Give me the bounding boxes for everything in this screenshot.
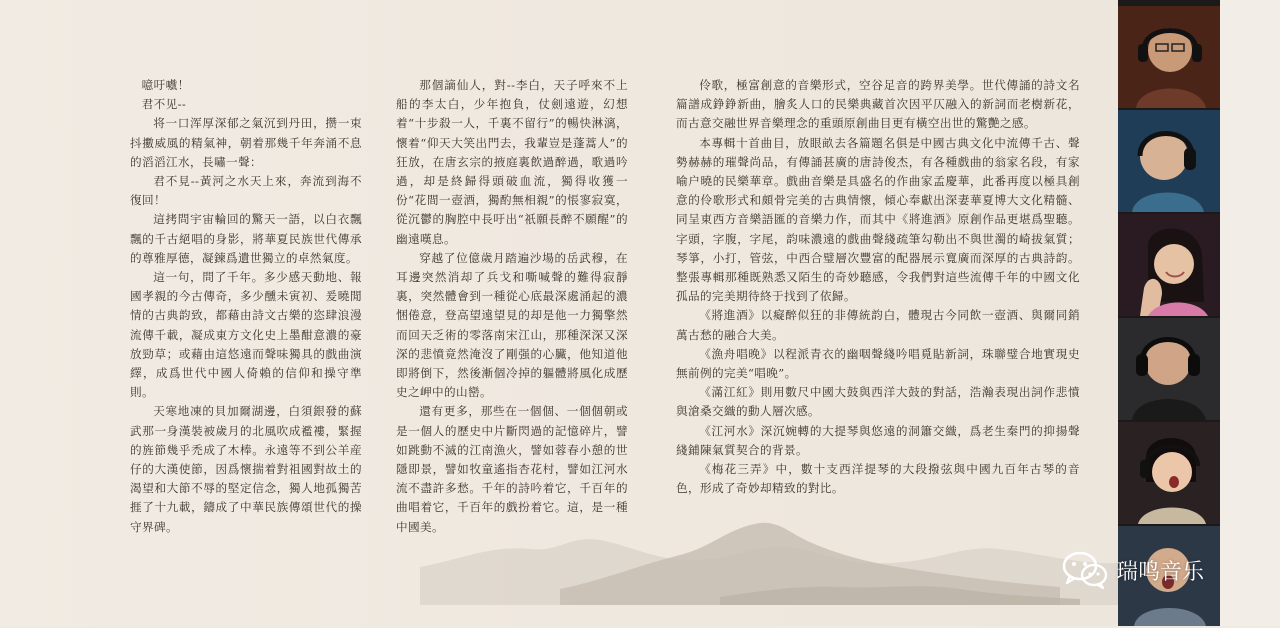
- paragraph: 本專輯十首曲目，放眼畝去各篇題名俱是中國古典文化中流傳千古、聲勢赫赫的璀聲尚品，有傳誦甚廣的唐詩俊杰，有各種戲曲的翁家名段，有家喻户曉的民樂華章。戲曲音樂是具盛名的作曲家孟慶華，此番再度以極具創意的伶歌形式和頗骨完美的古典情懷，傾心奉獻出深妻華夏博大文化精髓、同呈東西方音樂語匯的音樂力作，而其中《將進酒》原創作品更堪爲聖聽。字頭，字腹，字尾，韵味濃遠的戲曲聲綫疏筆勾勒出不與世濁的崎拔氣質；琴箏，小打，管弦，中西合璧層次豐富的配器展示寬廣而深厚的古典詩韵。整張專輯那種既熟悉又陌生的奇妙聽感，令我們對這些流傳千年的中國文化孤品的完美期待終于找到了依歸。: [676, 135, 1080, 304]
- man-headphones-portrait: [1118, 318, 1220, 420]
- paragraph: 還有更多，那些在一個個、一個個朝或是一個人的歷史中片斷閃過的記憶碎片，譬如跳動不滅的江南漁火，譬如蓉春小憩的世隱即景，譬如牧童遙指杏花村，譬如江河水流不盡許多愁。千年的詩吟着它，千百年的曲唱着它，千百年的戲扮着它。這，是一種中國美。: [396, 404, 628, 534]
- paragraph: 那個謫仙人，對--李白，天子呼來不上船的李太白，少年抱負，仗劍遠遊，幻想着“十步殺一人，千裏不留行”的暢快淋漓，懷着“仰天大笑出門去，我輩豈是蓬蒿人”的狂放，在唐玄宗的掖庭裏飲過醉過，歌過吟過，却是終歸得頭破血流，獨得收獲一份“花間一壺酒，獨酌無相親”的悵寥寂寞，從沉鬱的胸腔中長吁出“祇願長醉不願醒”的幽遠嘆息。: [396, 78, 628, 246]
- paragraph: 《江河水》深沉婉轉的大提琴與悠遠的洞簫交織，爲老生秦門的抑揚聲綫鋪陳氣質契合的背景。: [676, 423, 1080, 457]
- paragraph: 穿越了位億歲月踏遍沙場的岳武穆，在耳邊突然消却了兵戈和嘶喊聲的難得寂靜裏，突然體會到一種從心底最深處涌起的濃悃倦意，登高望遠望見的却是他一力獨擎然而回天乏術的零落南宋江山，那種深深又深深的悲憤竟然淹沒了剛强的心臟，他知道他即將倒下，然後漸個冷掉的軀體將風化成歷史之岬中的山巒。: [396, 250, 628, 400]
- paragraph: 《梅花三弄》中，數十支西洋提琴的大段撥弦與中國九百年古琴的音色，形成了奇妙却精致的對比。: [676, 462, 1080, 496]
- paragraph: 《漁舟唱晚》以程派青衣的幽咽聲綫吟唱覓貼新詞，珠聯璧合地實現史無前例的完美“唱晚”。: [676, 346, 1080, 381]
- watermark-text: 瑞鸣音乐: [1116, 559, 1205, 585]
- singer-portrait-strip: [1118, 0, 1220, 626]
- paragraph: 噫吁嚱！: [141, 78, 190, 92]
- man-glasses-headphones-portrait: [1118, 6, 1220, 108]
- paragraph: 将一口浑厚深郁之氣沉到丹田，攒一束抖擻威風的精氣神，朝着那幾千年奔涌不息的滔滔江水，長嘯一聲：: [130, 116, 362, 169]
- wechat-watermark: [1062, 548, 1204, 592]
- paragraph: 君不見--黃河之水天上來，奔流到海不復回！: [130, 174, 362, 208]
- text-column-left: [130, 76, 362, 537]
- paragraph: 天寒地凍的貝加爾湖邊，白須銀發的蘇武那一身漢裝被歲月的北風吹成襤褸，緊握的旌節幾乎禿成了木棒。永遠等不到公羊産仔的大漢使節，因爲懷揣着對祖國對故土的渴望和大節不辱的堅定信念，獨人地孤獨苦捱了十九載，鑄成了中華民族傳頌世代的操守界碑。: [130, 404, 362, 534]
- paragraph: 君不见--: [141, 97, 187, 112]
- woman-smiling-portrait: [1118, 214, 1220, 316]
- paragraph: 伶歌，極富創意的音樂形式，空谷足音的跨界美學。世代傳誦的詩文名篇譜成錚錚新曲，膾炙人口的民樂典藏首次因平仄融入的新詞而老樹新花，而古意交融世界音樂理念的重頭原創曲目更有橫空出世的驚艷之感。: [676, 78, 1080, 131]
- bald-man-headphones-portrait: [1118, 110, 1220, 212]
- ink-mountains-decoration: [420, 505, 1120, 605]
- wechat-icon: [1062, 550, 1108, 590]
- text-column-middle: [396, 76, 628, 537]
- woman-singing-headphones-portrait: [1118, 422, 1220, 524]
- paragraph: 這一句，問了千年。多少感天動地、報國孝親的今古傳奇，多少醺未寅初、爰曉閒情的古典韵致，都藉由詩文古樂的恣肆浪漫流傳千載，凝成東方文化史上墨酣意濃的豪放勁草；或藉由這悠遠而聲味獨具的戲曲演繹，成爲世代中國人倚賴的信仰和操守準則。: [130, 270, 362, 400]
- text-column-right: [676, 76, 1080, 498]
- page-right-margin: [1220, 0, 1280, 626]
- paragraph: 《將進酒》以癡醉似狂的非傳統韵白，體現古今同飲一壺酒、與爾同銷萬古愁的融合大美。: [676, 308, 1080, 342]
- paragraph: 《滿江紅》則用數尺中國大鼓與西洋大鼓的對話，浩瀚表現出詞作悲憤與滄桑交織的動人層次感。: [676, 385, 1080, 419]
- paragraph: 這拷問宇宙輪回的驚天一語，以白衣飄飄的千古絕唱的身影，將華夏民族世代傳承的尊雅厚德，凝鍊爲遺世獨立的卓然氣度。: [130, 212, 362, 265]
